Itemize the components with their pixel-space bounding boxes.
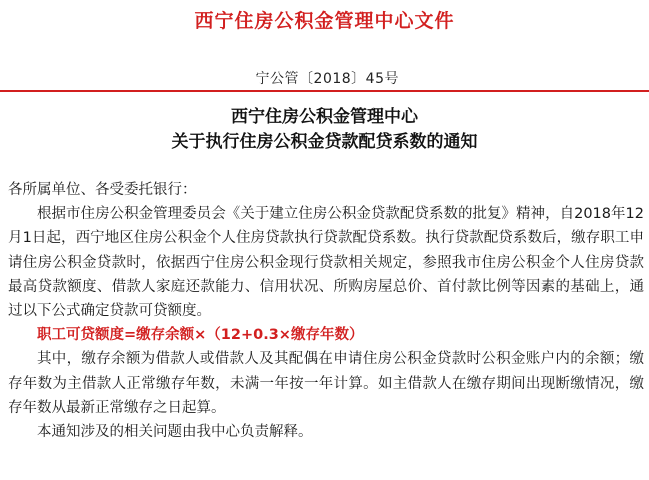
paragraph-interpretation: 本通知涉及的相关问题由我中心负责解释。	[37, 424, 313, 441]
red-divider	[0, 90, 649, 92]
notice-body	[8, 178, 644, 444]
paragraph-definitions: 其中，缴存余额为借款人或借款人及其配偶在申请住房公积金贷款时公积金账户内的余额；缴存年数为主借款人正常缴存年数，未满一年按一年计算。如主借款人在缴存期间出现断缴情况，缴存年数从最新正常缴存之日起算。	[8, 351, 644, 416]
agency-title: 西宁住房公积金管理中心文件	[194, 10, 455, 32]
notice-title-line1: 西宁住房公积金管理中心	[231, 107, 418, 127]
paragraph-policy: 根据市住房公积金管理委员会《关于建立住房公积金贷款配贷系数的批复》精神，自2018年12月1日起，西宁地区住房公积金个人住房贷款执行贷款配贷系数。执行贷款配贷系数后，缴存职工申请住房公积金贷款时，依据西宁住房公积金现行贷款相关规定，参照我市住房公积金个人住房贷款最高贷款额度、借款人家庭还款能力、信用状况、所购房屋总价、首付款比例等因素的基础上，通过以下公式确定贷款可贷额度。	[8, 206, 644, 320]
loan-formula: 职工可贷额度=缴存余额×（12+0.3×缴存年数）	[37, 327, 364, 344]
notice-title-line2: 关于执行住房公积金贷款配贷系数的通知	[171, 132, 478, 152]
document-number: 宁公管〔2018〕45号	[255, 71, 399, 87]
salutation: 各所属单位、各受委托银行：	[8, 182, 197, 198]
